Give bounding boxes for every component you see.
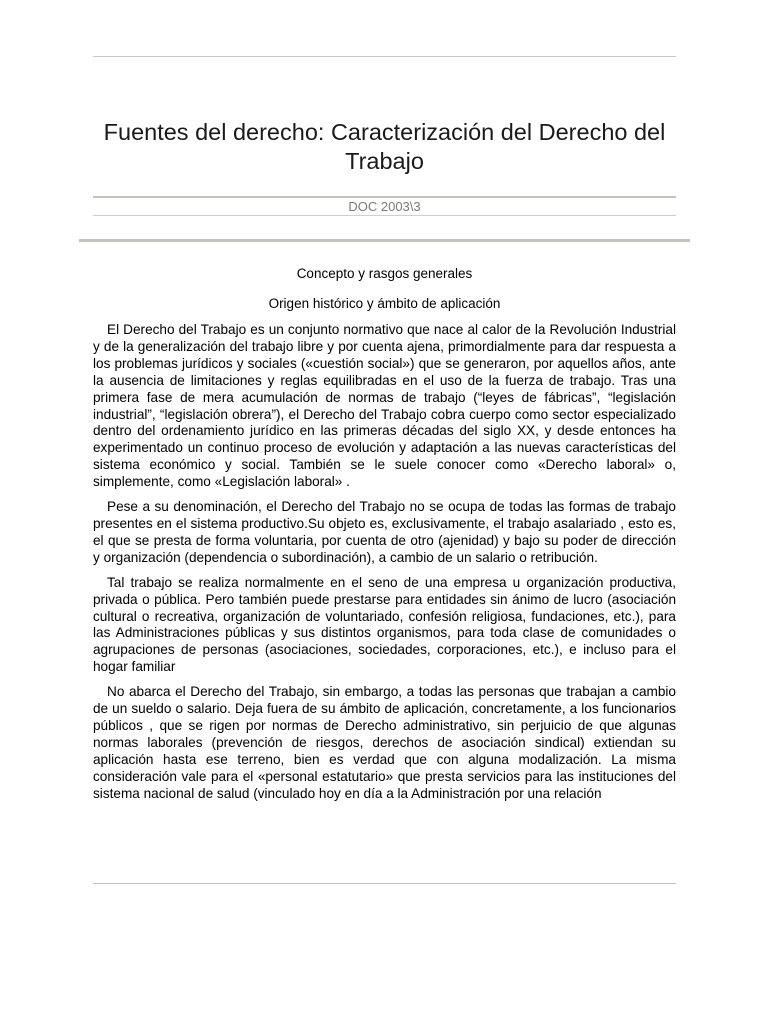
bottom-divider: [93, 883, 676, 884]
section-divider: [79, 239, 690, 242]
document-body: [93, 322, 676, 810]
paragraph: El Derecho del Trabajo es un conjunto normativo que nace al calor de la Revolución Industrial y de la generalización del trabajo libre y por cuenta ajena, primordialmente para dar respuesta a los problemas jurídicos y sociales («cuestión social») que se generaron, por aquellos años, ante la ausencia de limitaciones y reglas equilibradas en el uso de la fuerza de trabajo. Tras una primera fase de mera acumulación de normas de trabajo (“leyes de fábricas”, “legislación industrial”, “legislación obrera”), el Derecho del Trabajo cobra cuerpo como sector especializado dentro del ordenamiento jurídico en las primeras décadas del siglo XX, y desde entonces ha experimentado un continuo proceso de evolución y adaptación a las nuevas características del sistema económico y social. También se le suele conocer como «Derecho laboral» o, simplemente, como «Legislación laboral» .: [93, 322, 676, 490]
doc-code-bottom-divider: [93, 215, 676, 216]
paragraph: Tal trabajo se realiza normalmente en el seno de una empresa u organización productiva, privada o pública. Pero también puede prestarse para entidades sin ánimo de lucro (asociación cultural o recreativa, organización de voluntariado, confesión religiosa, fundaciones, etc.), para las Administraciones públicas y sus distintos organismos, para toda clase de comunidades o agrupaciones de personas (asociaciones, sociedades, corporaciones, etc.), e incluso para el hogar familiar: [93, 574, 676, 675]
paragraph: Pese a su denominación, el Derecho del Trabajo no se ocupa de todas las formas de trabajo presentes en el sistema productivo.Su objeto es, exclusivamente, el trabajo asalariado , esto es, el que se presta de forma voluntaria, por cuenta de otro (ajenidad) y bajo su poder de dirección y organización (dependencia o subordinación), a cambio de un salario o retribución.: [93, 499, 676, 565]
subsection-heading: Origen histórico y ámbito de aplicación: [268, 296, 501, 311]
doc-code-top-divider: [93, 196, 676, 198]
paragraph: No abarca el Derecho del Trabajo, sin embargo, a todas las personas que trabajan a cambio de un sueldo o salario. Deja fuera de su ámbito de aplicación, concretamente, a los funcionarios públicos , que se rigen por normas de Derecho administrativo, sin perjuicio de que algunas normas laborales (prevención de riesgos, derechos de asociación sindical) extiendan su aplicación hasta ese terreno, bien es verdad que con alguna modalización. La misma consideración vale para el «personal estatutario» que presta servicios para las instituciones del sistema nacional de salud (vinculado hoy en día a la Administración por una relación: [93, 684, 676, 801]
document-code: DOC 2003\3: [348, 199, 421, 214]
section-heading: Concepto y rasgos generales: [296, 266, 473, 281]
top-divider: [93, 56, 676, 57]
document-title: Fuentes del derecho: Caracterización del Derecho del Trabajo: [103, 119, 666, 174]
